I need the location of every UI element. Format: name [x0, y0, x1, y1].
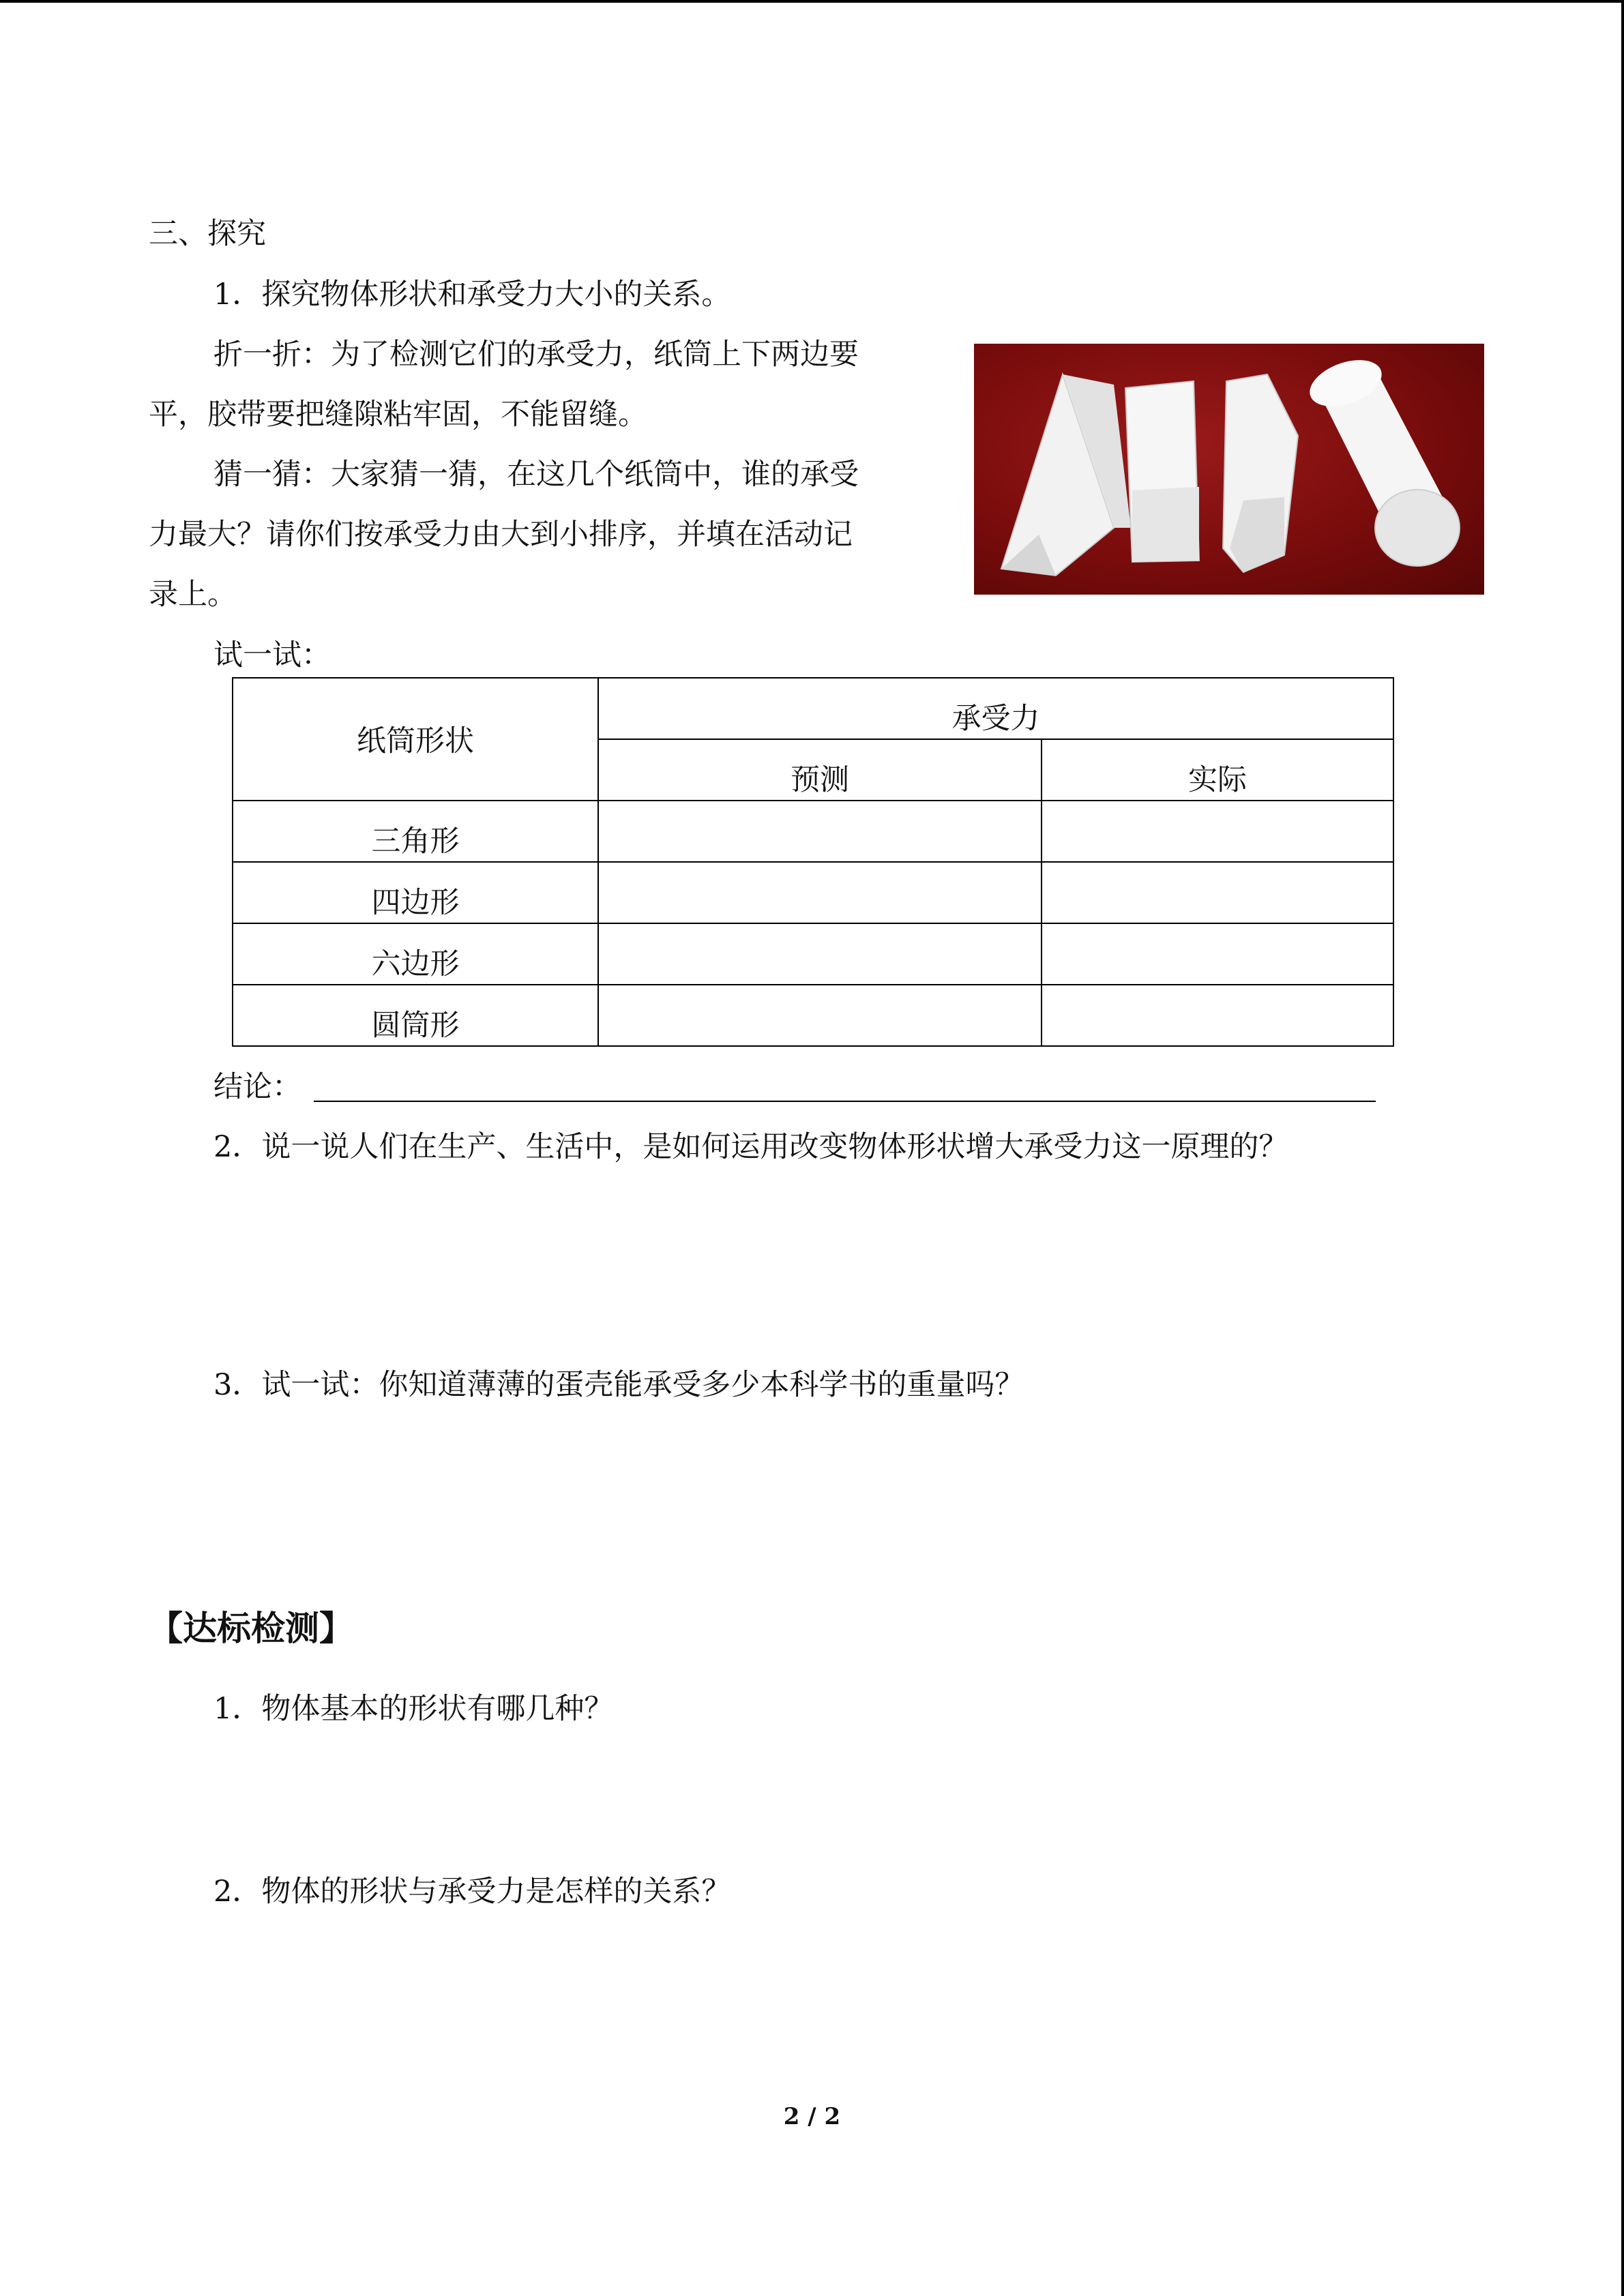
- table-row: [233, 801, 1393, 862]
- header-shape: 纸筒形状: [233, 678, 598, 801]
- table-row: [233, 923, 1393, 985]
- row-shape-triangle: 三角形: [233, 801, 598, 862]
- assessment-q2: 2．物体的形状与承受力是怎样的关系？: [213, 1875, 731, 1909]
- predict-cell[interactable]: [598, 862, 1042, 923]
- header-predict: 预测: [598, 739, 1042, 801]
- assessment-heading: 【达标检测】: [149, 1609, 353, 1648]
- predict-cell[interactable]: [598, 801, 1042, 862]
- fold-line-1: 折一折：为了检测它们的承受力，纸筒上下两边要: [213, 338, 859, 372]
- item-3: 3．试一试：你知道薄薄的蛋壳能承受多少本科学书的重量吗？: [213, 1368, 1024, 1402]
- row-shape-hexagon: 六边形: [233, 923, 598, 985]
- item-1: 1．探究物体形状和承受力大小的关系。: [213, 278, 731, 312]
- table-row: [233, 862, 1393, 923]
- page-number: 2 / 2: [783, 2103, 841, 2130]
- page-top-border: [0, 0, 1624, 3]
- predict-cell[interactable]: [598, 923, 1042, 985]
- section-heading: 三、探究: [149, 217, 266, 251]
- actual-cell[interactable]: [1042, 985, 1393, 1046]
- paper-tubes-illustration: [974, 344, 1484, 595]
- actual-cell[interactable]: [1042, 862, 1393, 923]
- conclusion-answer-line[interactable]: [314, 1101, 1376, 1102]
- actual-cell[interactable]: [1042, 801, 1393, 862]
- assessment-q1: 1．物体基本的形状有哪几种？: [213, 1692, 614, 1726]
- guess-line-3: 录上。: [149, 578, 237, 612]
- item-2: 2．说一说人们在生产、生活中，是如何运用改变物体形状增大承受力这一原理的？: [213, 1130, 1288, 1164]
- header-actual: 实际: [1042, 739, 1393, 801]
- paper-tubes-photo: [974, 344, 1484, 595]
- activity-record-table: [232, 677, 1394, 1047]
- try-label: 试一试：: [213, 638, 331, 672]
- actual-cell[interactable]: [1042, 923, 1393, 985]
- header-force: 承受力: [598, 678, 1393, 739]
- guess-line-2: 力最大？请你们按承受力由大到小排序，并填在活动记: [149, 518, 853, 552]
- page-right-border: [1621, 0, 1624, 2296]
- conclusion-label: 结论：: [213, 1070, 301, 1104]
- predict-cell[interactable]: [598, 985, 1042, 1046]
- row-shape-cylinder: 圆筒形: [233, 985, 598, 1046]
- row-shape-square: 四边形: [233, 862, 598, 923]
- guess-line-1: 猜一猜：大家猜一猜，在这几个纸筒中，谁的承受: [213, 458, 859, 492]
- fold-line-2: 平，胶带要把缝隙粘牢固，不能留缝。: [149, 398, 647, 432]
- table-row: [233, 985, 1393, 1046]
